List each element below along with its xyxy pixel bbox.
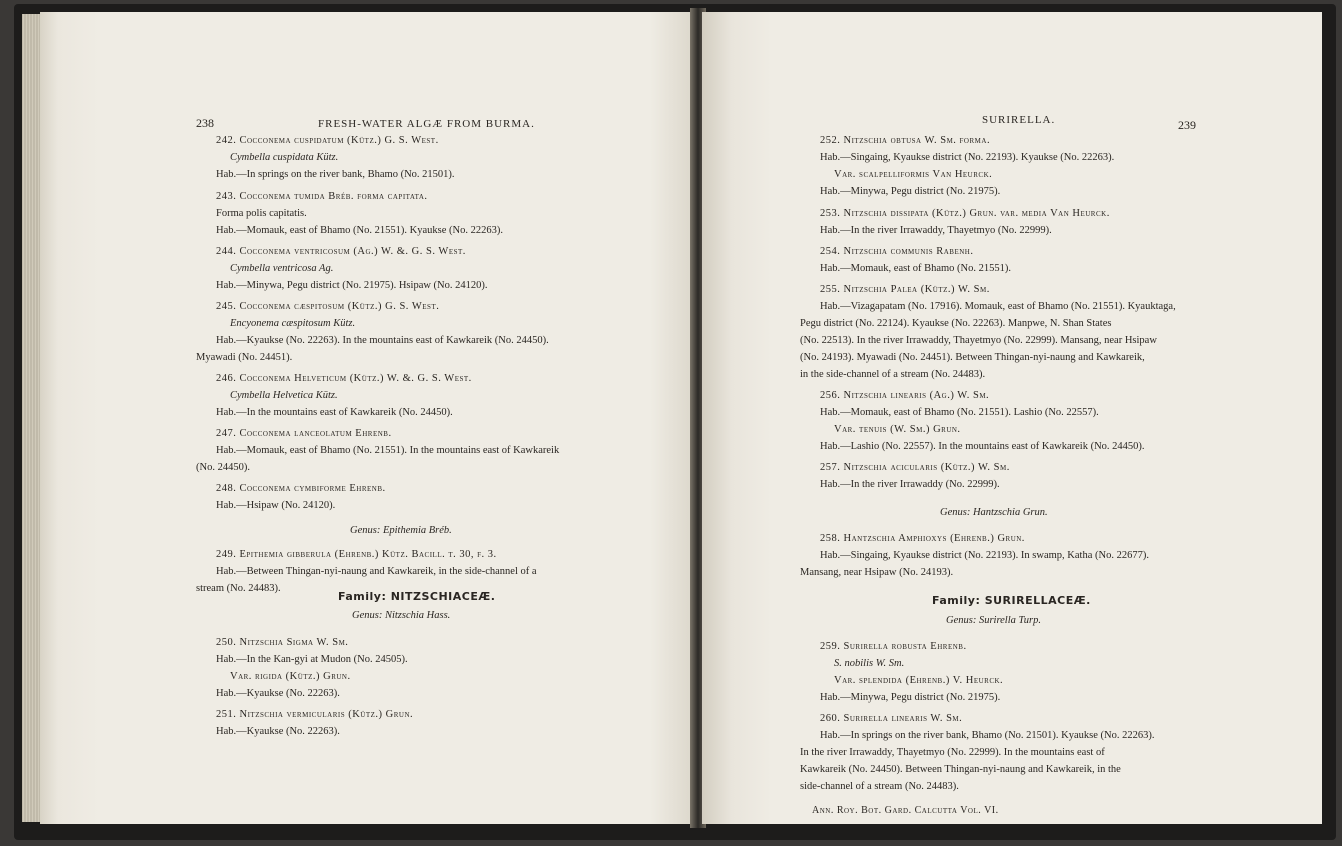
entry-line: Hab.—Momauk, east of Bhamo (No. 21551). Lashio (No. 22557). [820, 407, 1099, 418]
entry-line: Hab.—Vizagapatam (No. 17916). Momauk, east of Bhamo (No. 21551). Kyauktaga, [820, 301, 1176, 312]
entry-line: 259. Surirella robusta Ehrenb. [820, 641, 967, 652]
entry-line: 251. Nitzschia vermicularis (Kütz.) Grun. [216, 709, 414, 720]
entry-line: Var. tenuis (W. Sm.) Grun. [834, 424, 961, 435]
entry-line: Hab.—Momauk, east of Bhamo (No. 21551). Kyaukse (No. 22263). [216, 225, 503, 236]
entry-line: (No. 24193). Myawadi (No. 24451). Between Thingan-nyi-naung and Kawkareik, [800, 352, 1145, 363]
entry-line: In the river Irrawaddy, Thayetmyo (No. 22999). In the mountains east of [800, 747, 1105, 758]
page-edges [22, 14, 42, 822]
genus-heading: Genus: Nitzschia Hass. [352, 610, 451, 621]
entry-line: Hab.—Kyaukse (No. 22263). [216, 726, 340, 737]
family-heading: Family: NITZSCHIACEÆ. [338, 590, 496, 603]
entry-line: Hab.—Minywa, Pegu district (No. 21975). [820, 692, 1001, 703]
family-heading: Family: SURIRELLACEÆ. [932, 594, 1091, 607]
entry-line: Hab.—In the Kan-gyi at Mudon (No. 24505). [216, 654, 408, 665]
entry-line: 256. Nitzschia linearis (Ag.) W. Sm. [820, 390, 990, 401]
entry-line: Hab.—In springs on the river bank, Bhamo (No. 21501). [216, 169, 455, 180]
entry-line: 242. Cocconema cuspidatum (Kütz.) G. S. West. [216, 135, 439, 146]
entry-line: Hab.—Singaing, Kyaukse district (No. 22193). In swamp, Katha (No. 22677). [820, 550, 1149, 561]
entry-line: 244. Cocconema ventricosum (Ag.) W. &. G. S. West. [216, 246, 466, 257]
genus-heading: Genus: Epithemia Bréb. [350, 525, 452, 536]
entry-line: Hab.—Hsipaw (No. 24120). [216, 500, 336, 511]
entry-line: 247. Cocconema lanceolatum Ehrenb. [216, 428, 392, 439]
left-page [40, 12, 694, 824]
entry-line: 252. Nitzschia obtusa W. Sm. forma. [820, 135, 991, 146]
entry-line: side-channel of a stream (No. 24483). [800, 781, 959, 792]
entry-line: Var. rigida (Kütz.) Grun. [230, 671, 351, 682]
page-footer: Ann. Roy. Bot. Gard. Calcutta Vol. VI. [812, 805, 999, 816]
entry-line: 254. Nitzschia communis Rabenh. [820, 246, 974, 257]
entry-line: in the side-channel of a stream (No. 24483). [800, 369, 986, 380]
right-page [702, 12, 1322, 824]
entry-line: Var. scalpelliformis Van Heurck. [834, 169, 993, 180]
entry-line: (No. 22513). In the river Irrawaddy, Thayetmyo (No. 22999). Mansang, near Hsipaw [800, 335, 1157, 346]
entry-line: Cymbella Helvetica Kütz. [230, 390, 338, 401]
right-running-head: SURIRELLA. [982, 114, 1056, 126]
entry-line: Mansang, near Hsipaw (No. 24193). [800, 567, 954, 578]
entry-line: 243. Cocconema tumida Bréb. forma capitata. [216, 191, 428, 202]
genus-heading: Genus: Hantzschia Grun. [940, 507, 1048, 518]
entry-line: 250. Nitzschia Sigma W. Sm. [216, 637, 349, 648]
entry-line: Hab.—In the mountains east of Kawkareik (No. 24450). [216, 407, 453, 418]
entry-line: (No. 24450). [196, 462, 250, 473]
entry-line: Hab.—Kyaukse (No. 22263). [216, 688, 340, 699]
entry-line: stream (No. 24483). [196, 583, 281, 594]
entry-line: Var. splendida (Ehrenb.) V. Heurck. [834, 675, 1004, 686]
entry-line: Cymbella cuspidata Kütz. [230, 152, 339, 163]
entry-line: 253. Nitzschia dissipata (Kütz.) Grun. var. media Van Heurck. [820, 208, 1110, 219]
entry-line: Hab.—Kyaukse (No. 22263). In the mountains east of Kawkareik (No. 24450). [216, 335, 549, 346]
left-running-head: FRESH-WATER ALGÆ FROM BURMA. [318, 118, 535, 130]
entry-line: Kawkareik (No. 24450). Between Thingan-nyi-naung and Kawkareik, in the [800, 764, 1121, 775]
entry-line: Hab.—Singaing, Kyaukse district (No. 22193). Kyaukse (No. 22263). [820, 152, 1115, 163]
entry-line: Forma polis capitatis. [216, 208, 307, 219]
entry-line: Pegu district (No. 22124). Kyaukse (No. 22263). Manpwe, N. Shan States [800, 318, 1112, 329]
entry-line: 258. Hantzschia Amphioxys (Ehrenb.) Grun. [820, 533, 1025, 544]
entry-line: 255. Nitzschia Palea (Kütz.) W. Sm. [820, 284, 990, 295]
entry-line: Hab.—In springs on the river bank, Bhamo (No. 21501). Kyaukse (No. 22263). [820, 730, 1155, 741]
genus-heading: Genus: Surirella Turp. [946, 615, 1041, 626]
entry-line: 260. Surirella linearis W. Sm. [820, 713, 963, 724]
right-page-number: 239 [1178, 118, 1196, 132]
entry-line: Hab.—In the river Irrawaddy (No. 22999). [820, 479, 1000, 490]
entry-line: Myawadi (No. 24451). [196, 352, 293, 363]
entry-line: Hab.—Between Thingan-nyi-naung and Kawkareik, in the side-channel of a [216, 566, 537, 577]
left-page-number: 238 [196, 116, 214, 130]
entry-line: Encyonema cæspitosum Kütz. [230, 318, 356, 329]
entry-line: 249. Epithemia gibberula (Ehrenb.) Kütz. Bacill. t. 30, f. 3. [216, 549, 497, 560]
entry-line: Hab.—In the river Irrawaddy, Thayetmyo (No. 22999). [820, 225, 1052, 236]
entry-line: Hab.—Lashio (No. 22557). In the mountains east of Kawkareik (No. 24450). [820, 441, 1145, 452]
entry-line: 257. Nitzschia acicularis (Kütz.) W. Sm. [820, 462, 1010, 473]
entry-line: S. nobilis W. Sm. [834, 658, 905, 669]
entry-line: Cymbella ventricosa Ag. [230, 263, 334, 274]
entry-line: 245. Cocconema cæspitosum (Kütz.) G. S. West. [216, 301, 440, 312]
entry-line: Hab.—Momauk, east of Bhamo (No. 21551). [820, 263, 1012, 274]
entry-line: Hab.—Minywa, Pegu district (No. 21975). [820, 186, 1001, 197]
entry-line: 248. Cocconema cymbiforme Ehrenb. [216, 483, 386, 494]
entry-line: 246. Cocconema Helveticum (Kütz.) W. &. G. S. West. [216, 373, 472, 384]
entry-line: Hab.—Minywa, Pegu district (No. 21975). Hsipaw (No. 24120). [216, 280, 488, 291]
entry-line: Hab.—Momauk, east of Bhamo (No. 21551). In the mountains east of Kawkareik [216, 445, 560, 456]
